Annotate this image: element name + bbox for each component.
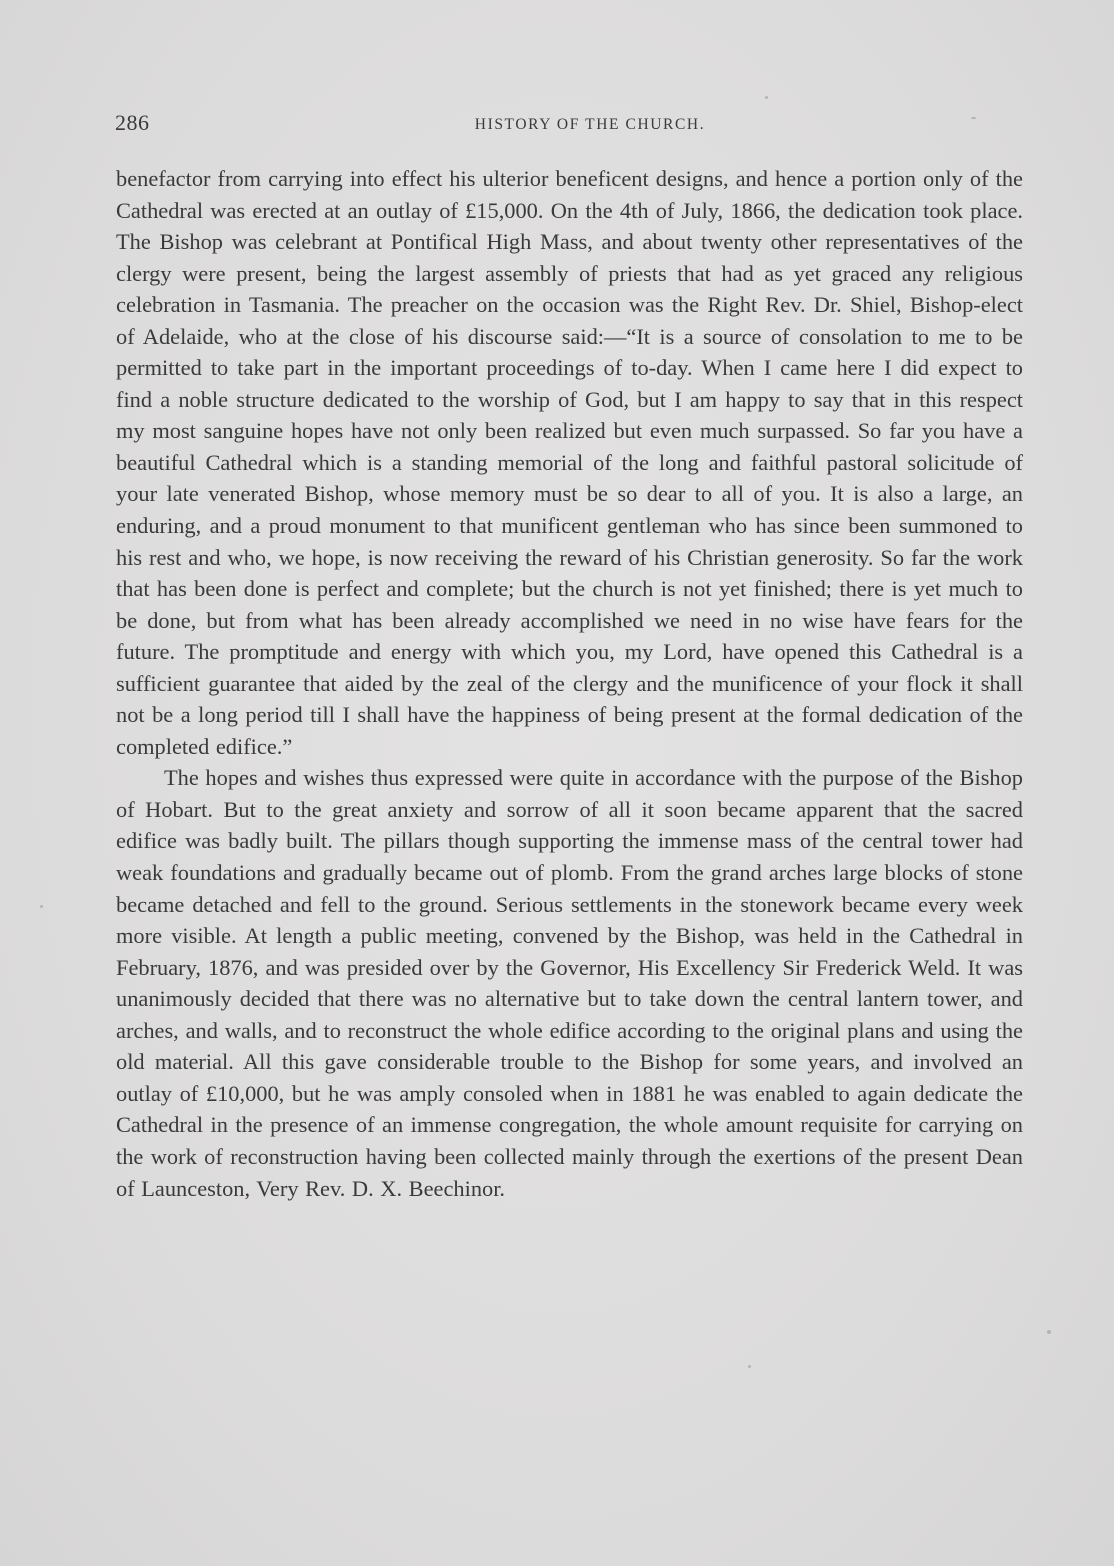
paper-speck [748, 1365, 751, 1368]
page-number: 286 [115, 110, 150, 135]
page-header [115, 110, 1025, 140]
paper-speck [765, 96, 768, 99]
paragraph-2: The hopes and wishes thus expressed were quite in accordance with the purpose of the Bishop of Hobart. But to the great anxiety and sorrow of all it soon became apparent that the sacred edifice was badly built. The pillars though supporting the immense mass of the central tower had weak foundations and gradually became out of plomb. From the grand arches large blocks of stone became detached and fell to the ground. Serious settlements in the stonework became every week more visible. At length a public meeting, convened by the Bishop, was held in the Cathedral in February, 1876, and was presided over by the Governor, His Excellency Sir Frederick Weld. It was unanimously decided that there was no alternative but to take down the central lantern tower, and arches, and walls, and to reconstruct the whole edifice according to the original plans and using the old material. All this gave considerable trouble to the Bishop for some years, and involved an outlay of £10,000, but he was amply consoled when in 1881 he was enabled to again dedicate the Cathedral in the presence of an immense congregation, the whole amount requisite for carrying on the work of reconstruction having been collected mainly through the exertions of the present Dean of Launceston, Very Rev. D. X. Beechinor. [116, 765, 1023, 1201]
paper-speck [40, 905, 43, 908]
paper-speck [1047, 1330, 1051, 1334]
body-text [116, 163, 1023, 1204]
running-head: HISTORY OF THE CHURCH. [474, 116, 706, 133]
paper-speck [971, 117, 976, 119]
paragraph-1: benefactor from carrying into effect his ulterior beneficent designs, and hence a portion only of the Cathedral was erected at an outlay of £15,000. On the 4th of July, 1866, the dedication took place. The Bishop was celebrant at Pontifical High Mass, and about twenty other representatives of the clergy were present, being the largest assembly of priests that had as yet graced any religious celebration in Tasmania. The preacher on the occasion was the Right Rev. Dr. Shiel, Bishop-elect of Adelaide, who at the close of his discourse said:—“It is a source of consolation to me to be permitted to take part in the important proceedings of to-day. When I came here I did expect to find a noble structure dedicated to the worship of God, but I am happy to say that in this respect my most sanguine hopes have not only been realized but even much surpassed. So far you have a beautiful Cathedral which is a standing memorial of the long and faithful pastoral solicitude of your late venerated Bishop, whose memory must be so dear to all of you. It is also a large, an enduring, and a proud monument to that munificent gentleman who has since been summoned to his rest and who, we hope, is now receiving the reward of his Christian generosity. So far the work that has been done is perfect and complete; but the church is not yet finished; there is yet much to be done, but from what has been already accomplished we need in no wise have fears for the future. The promptitude and energy with which you, my Lord, have opened this Cathedral is a sufficient guarantee that aided by the zeal of the clergy and the munificence of your flock it shall not be a long period till I shall have the happiness of being present at the formal dedication of the completed edifice.” [116, 166, 1023, 759]
